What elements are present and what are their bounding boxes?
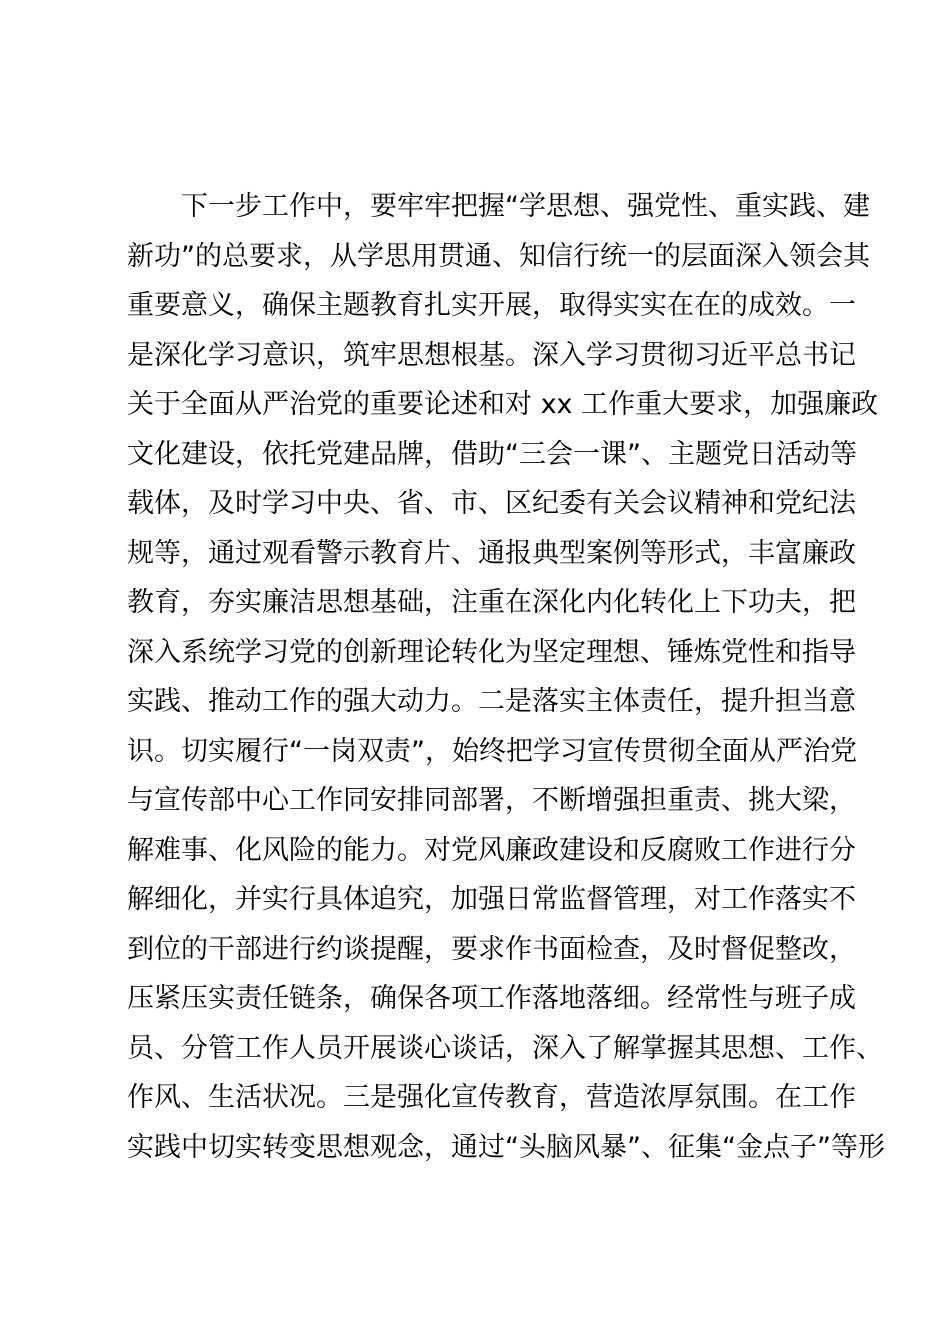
paragraph-line: 压紧压实责任链条，确保各项工作落地落细。经常性与班子成 xyxy=(127,983,856,1014)
paragraph-line: 新功”的总要求，从学思用贯通、知信行统一的层面深入领会其 xyxy=(127,240,870,272)
paragraph-line: 作风、生活状况。三是强化宣传教育，营造浓厚氛围。在工作 xyxy=(127,1082,856,1113)
paragraph-line: 与宣传部中心工作同安排同部署，不断增强担重责、挑大梁， xyxy=(127,785,856,816)
paragraph-line: 深入系统学习党的创新理论转化为坚定理想、锤炼党性和指导 xyxy=(127,636,856,668)
paragraph-line: 载体，及时学习中央、省、市、区纪委有关会议精神和党纪法 xyxy=(127,488,856,519)
paragraph-line: 实践中切实转变思想观念，通过“头脑风暴”、征集“金点子”等形 xyxy=(127,1131,885,1163)
body-paragraph xyxy=(127,182,885,1172)
paragraph-line: 下一步工作中，要牢牢把握“学思想、强党性、重实践、建 xyxy=(181,191,870,222)
paragraph-line: 文化建设，依托党建品牌，借助“三会一课”、主题党日活动等 xyxy=(127,438,857,470)
paragraph-line: 识。切实履行“一岗双责”，始终把学习宣传贯彻全面从严治党 xyxy=(127,735,857,767)
paragraph-line: 关于全面从严治党的重要论述和对 xx 工作重大要求，加强廉政 xyxy=(127,389,879,420)
paragraph-line: 解难事、化风险的能力。对党风廉政建设和反腐败工作进行分 xyxy=(127,834,856,866)
paragraph-line: 员、分管工作人员开展谈心谈话，深入了解掌握其思想、工作、 xyxy=(127,1032,883,1064)
paragraph-line: 实践、推动工作的强大动力。二是落实主体责任，提升担当意 xyxy=(127,686,856,717)
paragraph-line: 到位的干部进行约谈提醒，要求作书面检查，及时督促整改， xyxy=(127,933,856,965)
paragraph-line: 教育，夯实廉洁思想基础，注重在深化内化转化上下功夫，把 xyxy=(127,587,856,618)
paragraph-line: 是深化学习意识，筑牢思想根基。深入学习贯彻习近平总书记 xyxy=(127,339,856,371)
paragraph-line: 重要意义，确保主题教育扎实开展，取得实实在在的成效。一 xyxy=(127,290,856,321)
paragraph-line: 解细化，并实行具体追究，加强日常监督管理，对工作落实不 xyxy=(127,884,856,915)
paragraph-line: 规等，通过观看警示教育片、通报典型案例等形式，丰富廉政 xyxy=(127,537,856,569)
